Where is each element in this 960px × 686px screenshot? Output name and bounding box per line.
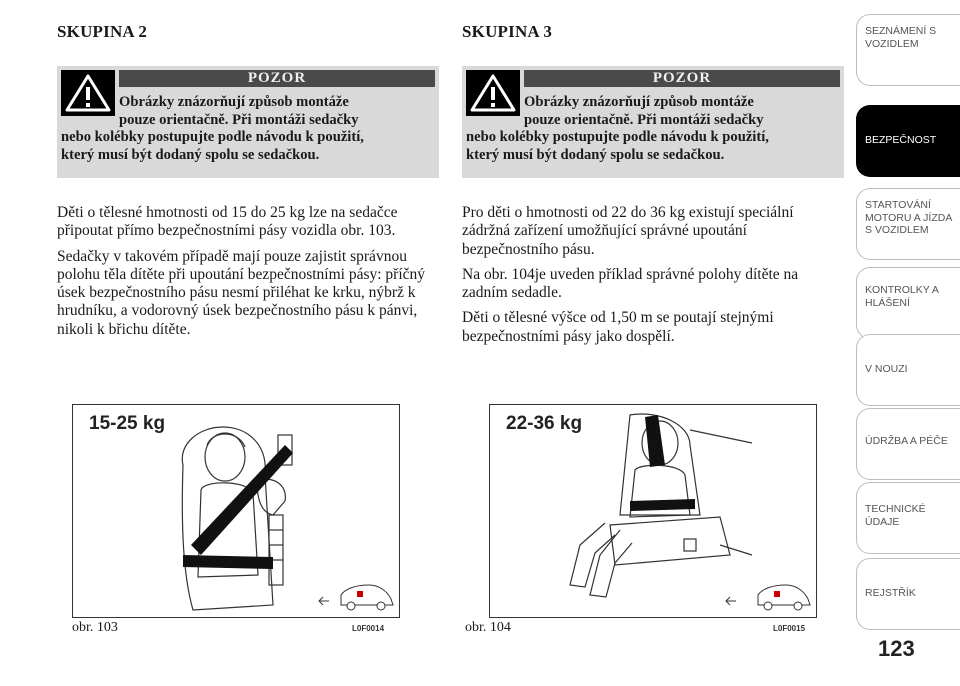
- sidebar-tab-kontrolky[interactable]: [856, 267, 960, 339]
- warning-line: pouze orientačně. Při montáži sedačky: [524, 111, 764, 128]
- car-side-icon: [758, 585, 810, 610]
- warning-box: [57, 66, 439, 178]
- section-heading: SKUPINA 2: [57, 22, 148, 41]
- tab-label: BEZPEČNOST: [865, 134, 937, 146]
- warning-title: POZOR: [119, 70, 435, 87]
- warning-line: pouze orientačně. Při montáži sedačky: [119, 111, 359, 128]
- figure-103: [72, 404, 400, 618]
- sidebar-tab-udrzba[interactable]: [856, 408, 960, 480]
- tab-label: TECHNICKÉ: [865, 503, 926, 515]
- warning-line: Obrázky znázorňují způsob montáže: [524, 94, 754, 110]
- warning-line: který musí být dodaný spolu se sedačkou.: [466, 146, 725, 163]
- car-side-icon: [341, 585, 393, 610]
- warning-line: nebo kolébky postupujte podle návodu k použití,: [466, 129, 769, 145]
- warning-line: Obrázky znázorňují způsob montáže: [119, 94, 349, 110]
- tab-label: REJSTŘÍK: [865, 587, 916, 599]
- tab-label: MOTORU A JÍZDA: [865, 211, 953, 224]
- sidebar-tab-bezpecnost[interactable]: [856, 105, 960, 177]
- warning-line: nebo kolébky postupujte podle návodu k použití,: [61, 129, 364, 145]
- sidebar-tab-v-nouzi[interactable]: [856, 334, 960, 406]
- figure-code: L0F0014: [352, 624, 385, 633]
- sidebar-tab-technicke[interactable]: [856, 482, 960, 554]
- tab-label: S VOZIDLEM: [865, 224, 929, 236]
- tab-label: V NOUZI: [865, 363, 908, 375]
- tab-label: ÚDRŽBA A PÉČE: [865, 435, 948, 447]
- tab-label: HLÁŠENÍ: [865, 296, 910, 309]
- paragraph: Sedačky v takovém případě mají pouze zajistit správnou polohu těla dítěte při upoutání bezpečnostními pásy: příčný úsek bezpečnostního pásu nesmí přiléhat ke krku, nýbrž k hrudníku, a vodorovný úsek bezpečnostního pásu k pánvi, nikoli k břichu dítěte.: [57, 247, 426, 338]
- paragraph: Děti o tělesné hmotnosti od 15 do 25 kg lze na sedačce připoutat přímo bezpečnostními pásy vozidla obr. 103.: [57, 204, 398, 240]
- figure-weight-label: 22-36 kg: [506, 413, 583, 434]
- direction-arrow-icon: [319, 597, 329, 605]
- figure-weight-label: 15-25 kg: [89, 413, 166, 434]
- warning-line: který musí být dodaný spolu se sedačkou.: [61, 146, 320, 163]
- warning-title: POZOR: [524, 70, 840, 87]
- tab-label: VOZIDLEM: [865, 37, 919, 50]
- warning-box: [462, 66, 844, 178]
- warning-text: [57, 94, 439, 164]
- sidebar-tab-rejstrik[interactable]: [856, 558, 960, 630]
- tab-label: SEZNÁMENÍ S: [865, 25, 937, 37]
- paragraph: Děti o tělesné výšce od 1,50 m se poutají stejnými bezpečnostními pásy jako dospělí.: [462, 309, 774, 345]
- tab-label: STARTOVÁNÍ: [865, 199, 931, 211]
- page-number: 123: [878, 636, 915, 661]
- child-booster-cushion-illustration: [490, 405, 816, 617]
- section-heading: SKUPINA 3: [462, 22, 553, 41]
- direction-arrow-icon: [726, 597, 736, 605]
- child-booster-seat-illustration: [73, 405, 399, 617]
- figure-caption: obr. 103: [72, 620, 118, 635]
- paragraph: Pro děti o hmotnosti od 22 do 36 kg existují speciální zádržná zařízení umožňující správné upoutání bezpečnostního pásu.: [462, 204, 794, 258]
- figure-code: L0F0015: [773, 624, 806, 633]
- warning-text: [462, 94, 844, 164]
- sidebar-tab-startovani[interactable]: [856, 188, 960, 260]
- tab-label: KONTROLKY A: [865, 284, 939, 296]
- sidebar-tab-seznameni[interactable]: [856, 14, 960, 86]
- figure-caption: obr. 104: [465, 620, 511, 635]
- paragraph: Na obr. 104je uveden příklad správné polohy dítěte na zadním sedadle.: [462, 265, 799, 302]
- body-text: [57, 204, 439, 346]
- body-text: [462, 204, 844, 353]
- figure-104: [489, 404, 817, 618]
- tab-label: ÚDAJE: [865, 515, 900, 528]
